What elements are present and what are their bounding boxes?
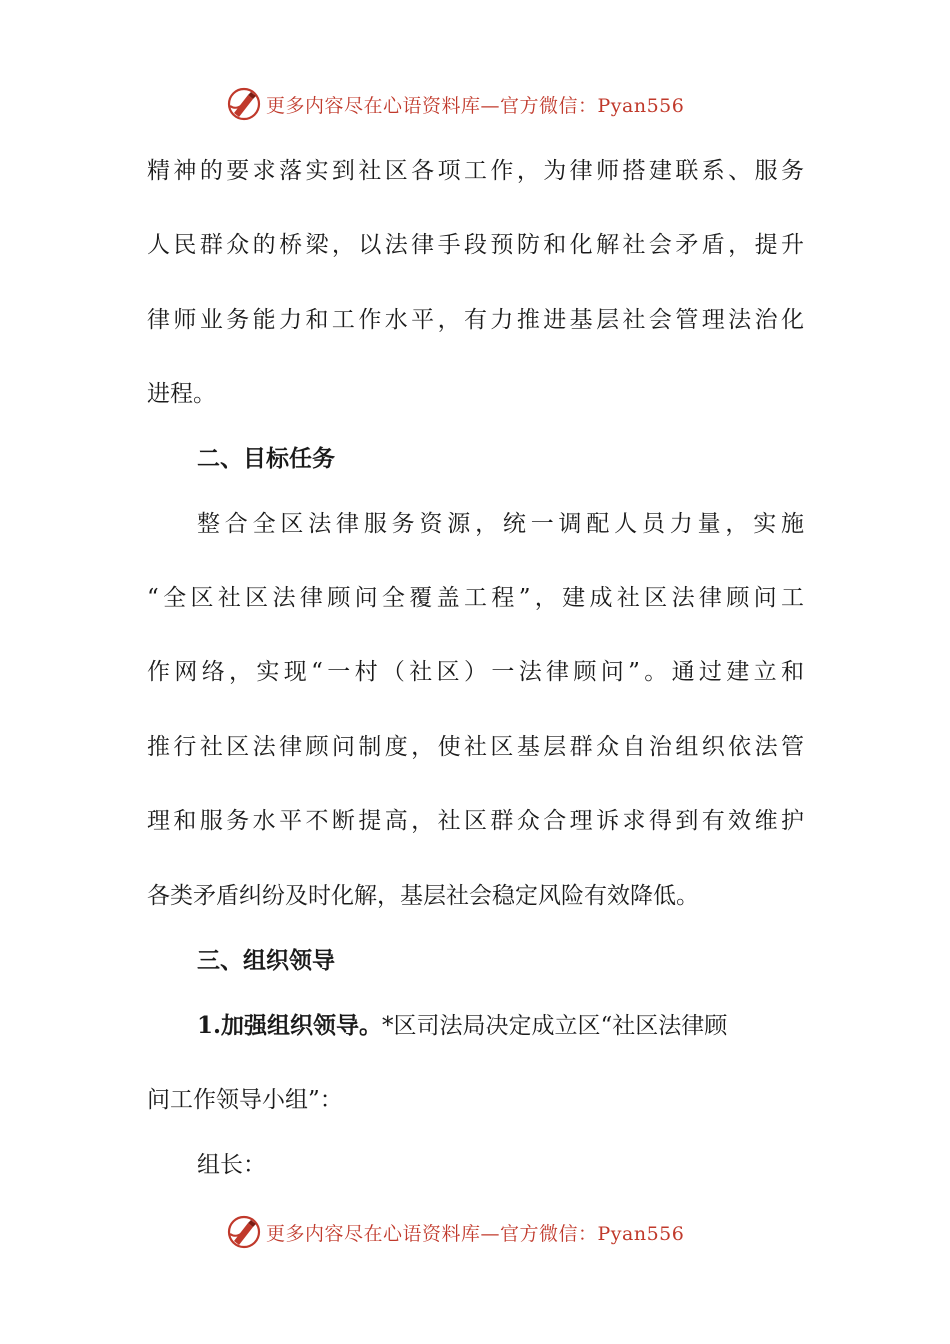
paragraph-text: *区司法局决定成立区“社区法律顾 <box>382 1013 728 1039</box>
section-heading: 三、组织领导 <box>197 947 335 974</box>
paragraph-line: 进程。 <box>147 381 216 407</box>
watermark-banner-top <box>226 84 684 124</box>
paragraph-line: “全区社区法律顾问全覆盖工程”，建成社区法律顾问工 <box>147 585 804 611</box>
paragraph-line: 各类矛盾纠纷及时化解，基层社会稳定风险有效降低。 <box>147 883 699 909</box>
paragraph-line: 推行社区法律顾问制度，使社区基层群众自治组织依法管 <box>147 734 804 760</box>
paragraph-line: 组长： <box>197 1152 266 1178</box>
paragraph-line: 问工作领导小组”： <box>147 1087 343 1113</box>
paragraph-line: 人民群众的桥梁，以法律手段预防和化解社会矛盾，提升 <box>147 232 804 258</box>
bold-lead: 1.加强组织领导。 <box>197 1012 383 1039</box>
paragraph-line: 精神的要求落实到社区各项工作，为律师搭建联系、服务 <box>147 158 804 184</box>
watermark-banner-bottom <box>226 1212 684 1252</box>
paragraph-line: 律师业务能力和工作水平，有力推进基层社会管理法治化 <box>147 307 804 333</box>
paragraph-line: 整合全区法律服务资源，统一调配人员力量，实施 <box>197 511 804 537</box>
paragraph-line: 作网络，实现“一村（社区）一法律顾问”。通过建立和 <box>147 659 804 685</box>
section-heading: 二、目标任务 <box>197 445 335 472</box>
paragraph-line: 理和服务水平不断提高，社区群众合理诉求得到有效维护 <box>147 808 804 834</box>
paragraph-line <box>197 1011 804 1041</box>
watermark-text: 更多内容尽在心语资料库—官方微信：Pyan556 <box>266 1222 685 1245</box>
pen-logo-icon <box>226 1214 262 1250</box>
watermark-text: 更多内容尽在心语资料库—官方微信：Pyan556 <box>266 94 685 117</box>
pen-logo-icon <box>226 86 262 122</box>
